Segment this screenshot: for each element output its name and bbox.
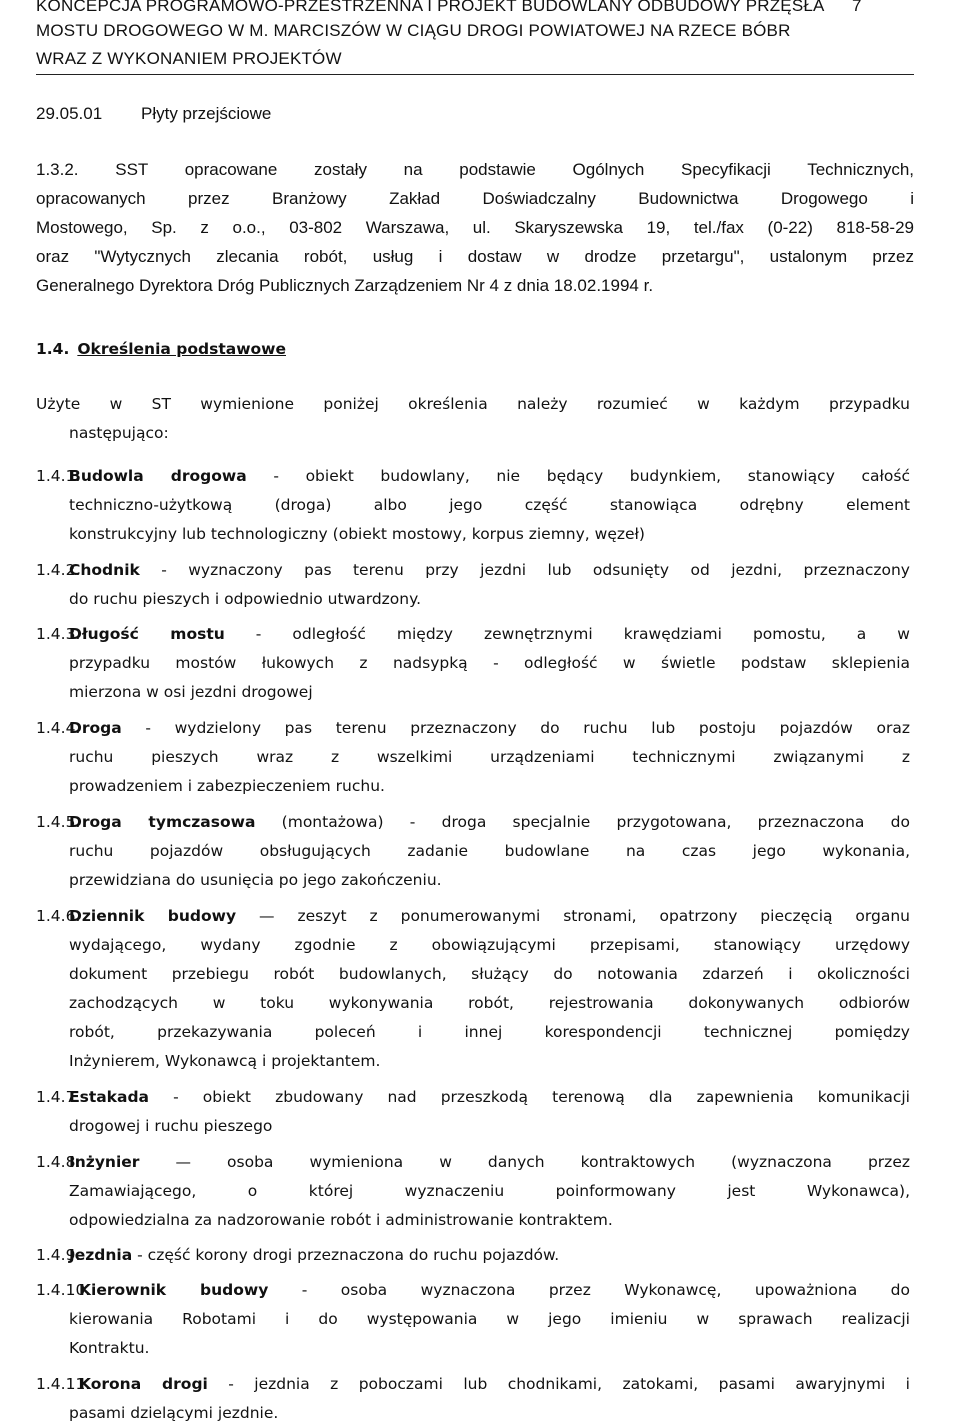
definition-term: Kierownik budowy [79, 1281, 269, 1299]
definition-text: - osoba wyznaczona przez Wykonawcę, upoważniona do [301, 1281, 910, 1299]
paragraph-line: oraz "Wytycznych zlecania robót, usług i dostaw w drodze przetargu", ustalonym przez [36, 247, 914, 266]
definition-text: - odległość między zewnętrznymi krawędziami pomostu, a w [255, 625, 910, 643]
definition-number: 1.4.4. [36, 719, 81, 737]
definition-term: Estakada [69, 1088, 150, 1106]
definition-text: pasami dzielącymi jezdnie. [69, 1404, 279, 1422]
header-line-3: WRAZ Z WYKONANIEM PROJEKTÓW [36, 49, 342, 68]
definition-text: techniczno-użytkową (droga) albo jego część stanowiąca odrębny element [69, 496, 910, 514]
header-line-2: MOSTU DROGOWEGO W M. MARCISZÓW W CIĄGU DROGI POWIATOWEJ NA RZECE BÓBR [36, 21, 791, 40]
definition-text: przewidziana do usunięcia po jego zakończeniu. [69, 871, 442, 889]
heading-1-4 [36, 340, 286, 358]
paragraph-line: Generalnego Dyrektora Dróg Publicznych Zarządzeniem Nr 4 z dnia 18.02.1994 r. [36, 276, 654, 295]
definition-text: Zamawiającego, o której wyznaczeniu poinformowany jest Wykonawca), [69, 1182, 910, 1200]
definition-1-4-9 [36, 1241, 910, 1270]
heading-number: 1.4. [36, 340, 70, 358]
definition-number: 1.4.1. [36, 467, 81, 485]
intro-line: następująco: [69, 424, 169, 442]
definition-term: Dziennik budowy [69, 907, 237, 925]
definition-text: do ruchu pieszych i odpowiednio utwardzony. [69, 590, 422, 608]
definition-term: Długość mostu [69, 625, 225, 643]
definition-1-4-11 [36, 1370, 910, 1428]
intro-text [36, 390, 910, 448]
paragraph-line: Mostowego, Sp. z o.o., 03-802 Warszawa, ul. Skaryszewska 19, tel./fax (0-22) 818-58-29 [36, 218, 914, 237]
definition-text: kierowania Robotami i do występowania w jego imieniu w sprawach realizacji [69, 1310, 910, 1328]
definition-number: 1.4.9. [36, 1246, 81, 1264]
definition-text: - obiekt zbudowany nad przeszkodą terenową dla zapewnienia komunikacji [173, 1088, 910, 1106]
definition-term: Droga [69, 719, 122, 737]
definition-text: drogowej i ruchu pieszego [69, 1117, 273, 1135]
heading-title: Określenia podstawowe [77, 340, 286, 358]
definition-number: 1.4.6. [36, 907, 81, 925]
intro-line: Użyte w ST wymienione poniżej określenia należy rozumieć w każdym przypadku [36, 395, 910, 413]
definition-1-4-6 [36, 902, 910, 1076]
definition-text: (montażowa) - droga specjalnie przygotowana, przeznaczona do [281, 813, 910, 831]
definition-text: robót, przekazywania poleceń i innej korespondencji technicznej pomiędzy [69, 1023, 910, 1041]
definition-term: Inżynier [69, 1153, 140, 1171]
definition-term: Droga tymczasowa [69, 813, 256, 831]
header-rule [36, 74, 914, 75]
definition-text: Inżynierem, Wykonawcą i projektantem. [69, 1052, 381, 1070]
definition-text: - wyznaczony pas terenu przy jezdni lub odsunięty od jezdni, przeznaczony [161, 561, 910, 579]
definition-number: 1.4.8. [36, 1153, 81, 1171]
definition-term: Budowla drogowa [69, 467, 247, 485]
paragraph-line: 1.3.2. SST opracowane zostały na podstawie Ogólnych Specyfikacji Technicznych, [36, 160, 914, 179]
definition-text: mierzona w osi jezdni drogowej [69, 683, 313, 701]
definition-text: zachodzących w toku wykonywania robót, rejestrowania dokonywanych odbiorów [69, 994, 910, 1012]
definition-text: ruchu pojazdów obsługujących zadanie budowlane na czas jego wykonania, [69, 842, 910, 860]
section-name: Płyty przejściowe [141, 104, 272, 123]
definition-1-4-3 [36, 620, 910, 707]
definition-text: - wydzielony pas terenu przeznaczony do ruchu lub postoju pojazdów oraz [145, 719, 910, 737]
definition-1-4-8 [36, 1148, 910, 1235]
definition-text: wydającego, wydany zgodnie z obowiązującymi przepisami, stanowiący urzędowy [69, 936, 910, 954]
definition-1-4-1 [36, 462, 910, 549]
definition-text: — osoba wymieniona w danych kontraktowych (wyznaczona przez [175, 1153, 910, 1171]
definition-1-4-10 [36, 1276, 910, 1363]
header-line-1: KONCEPCJA PROGRAMOWO-PRZESTRZENNA I PROJEKT BUDOWLANY ODBUDOWY PRZĘSŁA [36, 0, 825, 15]
definition-number: 1.4.3. [36, 625, 81, 643]
definition-text: - część korony drogi przeznaczona do ruchu pojazdów. [137, 1246, 560, 1264]
paragraph-1-3-2 [36, 155, 914, 300]
definition-number: 1.4.7. [36, 1088, 81, 1106]
definition-number: 1.4.10. [36, 1281, 91, 1299]
definition-number: 1.4.11. [36, 1375, 91, 1393]
definition-text: ruchu pieszych wraz z wszelkimi urządzeniami technicznymi związanymi z [69, 748, 910, 766]
definition-term: Chodnik [69, 561, 140, 579]
definition-text: - jezdnia z poboczami lub chodnikami, zatokami, pasami awaryjnymi i [228, 1375, 910, 1393]
definition-text: dokument przebiegu robót budowlanych, służący do notowania zdarzeń i okoliczności [69, 965, 910, 983]
definition-text: - obiekt budowlany, nie będący budynkiem, stanowiący całość [273, 467, 910, 485]
paragraph-line: opracowanych przez Branżowy Zakład Doświadczalny Budownictwa Drogowego i [36, 189, 914, 208]
definition-1-4-2 [36, 556, 910, 614]
definition-text: przypadku mostów łukowych z nadsypką - odległość w świetle podstaw sklepienia [69, 654, 910, 672]
definition-text: odpowiedzialna za nadzorowanie robót i administrowanie kontraktem. [69, 1211, 613, 1229]
definition-text: Kontraktu. [69, 1339, 150, 1357]
section-title [36, 104, 271, 124]
definition-number: 1.4.5. [36, 813, 81, 831]
definition-1-4-7 [36, 1083, 910, 1141]
definition-1-4-4 [36, 714, 910, 801]
definition-term: Korona drogi [79, 1375, 208, 1393]
definition-number: 1.4.2. [36, 561, 81, 579]
definition-text: — zeszyt z ponumerowanymi stronami, opatrzony pieczęcią organu [259, 907, 910, 925]
definition-text: prowadzeniem i zabezpieczeniem ruchu. [69, 777, 385, 795]
section-number: 29.05.01 [36, 104, 103, 123]
definition-1-4-5 [36, 808, 910, 895]
definition-text: konstrukcyjny lub technologiczny (obiekt mostowy, korpus ziemny, węzeł) [69, 525, 645, 543]
definition-term: Jezdnia [69, 1246, 133, 1264]
page-number: 7 [852, 0, 862, 15]
